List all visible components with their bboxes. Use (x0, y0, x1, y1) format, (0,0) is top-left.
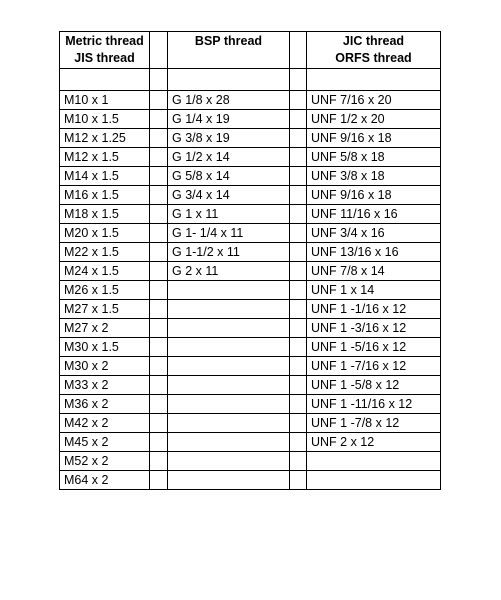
bsp-cell: G 1/2 x 14 (168, 148, 290, 167)
header-bsp-line1: BSP thread (194, 34, 263, 48)
unf-cell: UNF 3/8 x 18 (307, 167, 441, 186)
metric-cell: M10 x 1 (60, 91, 150, 110)
header-bsp (168, 32, 290, 69)
table-row (60, 357, 441, 376)
header-unf-line2: ORFS thread (335, 51, 412, 65)
gap-cell (150, 452, 168, 471)
gap-cell (290, 376, 307, 395)
bsp-cell (168, 357, 290, 376)
metric-cell: M10 x 1.5 (60, 110, 150, 129)
table-row (60, 376, 441, 395)
bsp-cell (168, 300, 290, 319)
metric-cell: M22 x 1.5 (60, 243, 150, 262)
bsp-cell (168, 433, 290, 452)
gap-cell (290, 300, 307, 319)
bsp-cell (168, 414, 290, 433)
gap-cell (150, 69, 168, 91)
unf-cell: UNF 1 x 14 (307, 281, 441, 300)
unf-cell: UNF 1 -5/16 x 12 (307, 338, 441, 357)
unf-cell: UNF 1/2 x 20 (307, 110, 441, 129)
bsp-cell: G 3/4 x 14 (168, 186, 290, 205)
gap-cell (150, 300, 168, 319)
gap-cell (150, 433, 168, 452)
table-row (60, 167, 441, 186)
gap-cell (150, 110, 168, 129)
header-unf (307, 32, 441, 69)
empty-cell (307, 69, 441, 91)
header-metric-line2: JIS thread (74, 51, 135, 65)
bsp-cell: G 1/4 x 19 (168, 110, 290, 129)
table-row (60, 471, 441, 490)
table-row (60, 243, 441, 262)
table-row (60, 110, 441, 129)
gap-cell (290, 129, 307, 148)
bsp-cell: G 1 x 11 (168, 205, 290, 224)
table-row (60, 262, 441, 281)
unf-cell: UNF 2 x 12 (307, 433, 441, 452)
gap-cell (290, 433, 307, 452)
table-row (60, 186, 441, 205)
bsp-cell (168, 452, 290, 471)
unf-cell: UNF 1 -5/8 x 12 (307, 376, 441, 395)
gap-cell (150, 129, 168, 148)
unf-cell: UNF 1 -3/16 x 12 (307, 319, 441, 338)
gap-cell (290, 167, 307, 186)
unf-cell (307, 471, 441, 490)
metric-cell: M42 x 2 (60, 414, 150, 433)
metric-cell: M27 x 1.5 (60, 300, 150, 319)
gap-cell (150, 91, 168, 110)
thread-table-body (60, 32, 441, 490)
unf-cell: UNF 5/8 x 18 (307, 148, 441, 167)
gap-cell (290, 395, 307, 414)
table-row (60, 300, 441, 319)
header-metric (60, 32, 150, 69)
unf-cell: UNF 9/16 x 18 (307, 129, 441, 148)
header-row (60, 32, 441, 69)
bsp-cell (168, 376, 290, 395)
table-row (60, 91, 441, 110)
metric-cell: M30 x 1.5 (60, 338, 150, 357)
gap-cell (290, 414, 307, 433)
bsp-cell (168, 395, 290, 414)
gap-cell (150, 357, 168, 376)
table-row (60, 414, 441, 433)
gap-cell (290, 224, 307, 243)
table-row (60, 281, 441, 300)
gap-cell (290, 91, 307, 110)
unf-cell: UNF 1 -7/8 x 12 (307, 414, 441, 433)
gap-cell (290, 110, 307, 129)
gap-cell (150, 186, 168, 205)
gap-cell (290, 357, 307, 376)
bsp-cell: G 5/8 x 14 (168, 167, 290, 186)
table-row (60, 433, 441, 452)
table-row (60, 205, 441, 224)
gap-cell (290, 32, 307, 69)
bsp-cell (168, 471, 290, 490)
empty-cell (168, 69, 290, 91)
gap-cell (150, 395, 168, 414)
gap-cell (150, 414, 168, 433)
metric-cell: M20 x 1.5 (60, 224, 150, 243)
metric-cell: M14 x 1.5 (60, 167, 150, 186)
gap-cell (150, 32, 168, 69)
table-row (60, 129, 441, 148)
table-row (60, 224, 441, 243)
empty-cell (60, 69, 150, 91)
unf-cell: UNF 7/16 x 20 (307, 91, 441, 110)
unf-cell (307, 452, 441, 471)
metric-cell: M27 x 2 (60, 319, 150, 338)
thread-table (59, 31, 441, 490)
unf-cell: UNF 3/4 x 16 (307, 224, 441, 243)
table-row (60, 338, 441, 357)
bsp-cell: G 2 x 11 (168, 262, 290, 281)
metric-cell: M64 x 2 (60, 471, 150, 490)
unf-cell: UNF 9/16 x 18 (307, 186, 441, 205)
spacer-row (60, 69, 441, 91)
gap-cell (290, 471, 307, 490)
metric-cell: M45 x 2 (60, 433, 150, 452)
table-row (60, 395, 441, 414)
unf-cell: UNF 13/16 x 16 (307, 243, 441, 262)
gap-cell (290, 69, 307, 91)
gap-cell (290, 319, 307, 338)
gap-cell (150, 224, 168, 243)
bsp-cell (168, 338, 290, 357)
unf-cell: UNF 1 -7/16 x 12 (307, 357, 441, 376)
header-unf-line1: JIC thread (342, 34, 405, 48)
bsp-cell: G 1/8 x 28 (168, 91, 290, 110)
metric-cell: M12 x 1.5 (60, 148, 150, 167)
gap-cell (150, 376, 168, 395)
table-row (60, 319, 441, 338)
metric-cell: M33 x 2 (60, 376, 150, 395)
gap-cell (290, 148, 307, 167)
unf-cell: UNF 1 -1/16 x 12 (307, 300, 441, 319)
table-row (60, 148, 441, 167)
metric-cell: M12 x 1.25 (60, 129, 150, 148)
gap-cell (150, 281, 168, 300)
gap-cell (290, 186, 307, 205)
metric-cell: M52 x 2 (60, 452, 150, 471)
metric-cell: M16 x 1.5 (60, 186, 150, 205)
gap-cell (150, 243, 168, 262)
unf-cell: UNF 11/16 x 16 (307, 205, 441, 224)
gap-cell (290, 262, 307, 281)
bsp-cell: G 1-1/2 x 11 (168, 243, 290, 262)
gap-cell (150, 262, 168, 281)
gap-cell (290, 452, 307, 471)
metric-cell: M18 x 1.5 (60, 205, 150, 224)
gap-cell (150, 205, 168, 224)
gap-cell (150, 471, 168, 490)
gap-cell (290, 205, 307, 224)
bsp-cell (168, 281, 290, 300)
metric-cell: M36 x 2 (60, 395, 150, 414)
gap-cell (290, 338, 307, 357)
metric-cell: M26 x 1.5 (60, 281, 150, 300)
unf-cell: UNF 7/8 x 14 (307, 262, 441, 281)
header-metric-line1: Metric thread (65, 34, 144, 48)
gap-cell (150, 148, 168, 167)
gap-cell (290, 281, 307, 300)
gap-cell (150, 319, 168, 338)
gap-cell (290, 243, 307, 262)
unf-cell: UNF 1 -11/16 x 12 (307, 395, 441, 414)
bsp-cell (168, 319, 290, 338)
gap-cell (150, 167, 168, 186)
table-row (60, 452, 441, 471)
metric-cell: M24 x 1.5 (60, 262, 150, 281)
bsp-cell: G 1- 1/4 x 11 (168, 224, 290, 243)
gap-cell (150, 338, 168, 357)
metric-cell: M30 x 2 (60, 357, 150, 376)
bsp-cell: G 3/8 x 19 (168, 129, 290, 148)
